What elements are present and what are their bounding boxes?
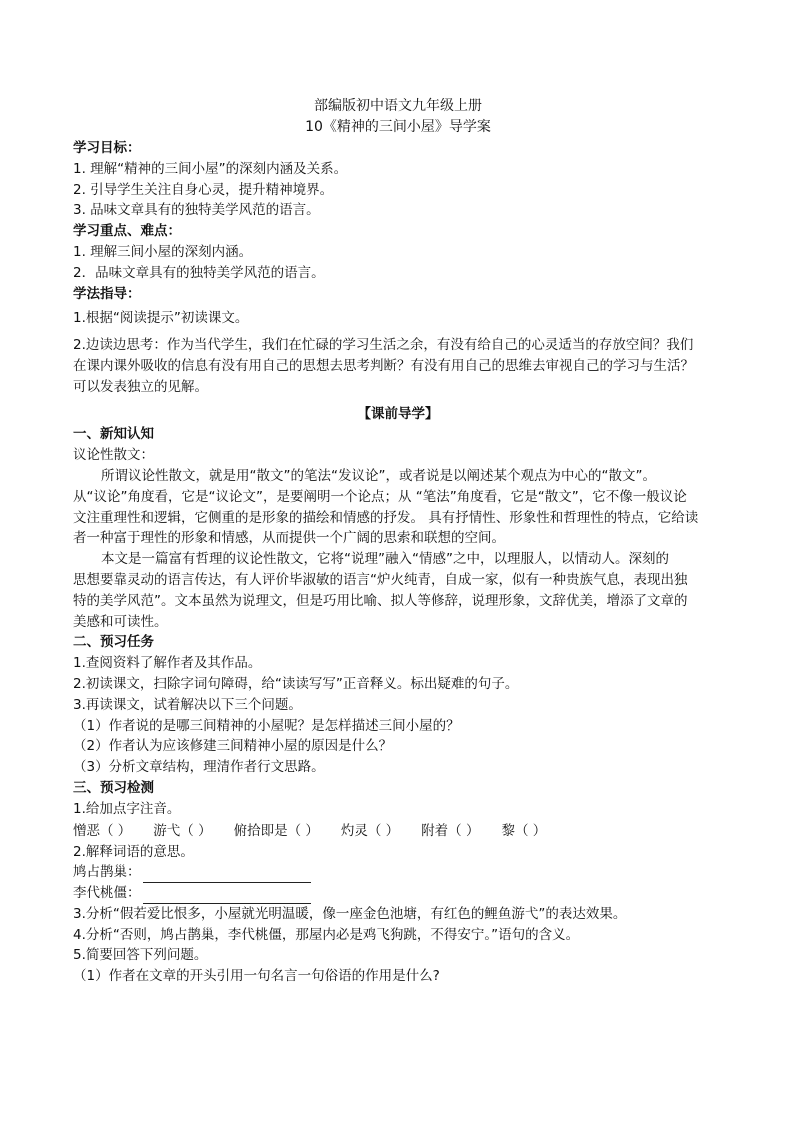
question-1: 1.给加点字注音。: [73, 800, 181, 817]
goal-item: 1. 理解“精神的三间小屋”的深刻内涵及关系。: [73, 160, 348, 177]
answer-blank[interactable]: [143, 889, 311, 904]
paragraph-line: 从“议论”角度看，它是“议论文”，是要阐明一个论点；从 “笔法”角度看，它是“散文”，它不像一般议论: [73, 488, 687, 505]
method-line: 可以发表独立的见解。: [73, 378, 208, 395]
paragraph-line: 本文是一篇富有哲理的议论性散文，它将“说理”融入“情感”之中，以理服人，以情动人。深刻的: [101, 551, 669, 568]
term-label: 鸠占鹊巢：: [73, 864, 141, 881]
paragraph-line: 文注重理性和逻辑，它侧重的是形象的描绘和情感的抒发。 具有抒情性、形象性和哲理性的特点，它给读: [73, 509, 699, 526]
task-subitem: （2）作者认为应该修建三间精神小屋的原因是什么？: [73, 738, 393, 755]
term-row: [73, 862, 723, 883]
goal-item: 2. 引导学生关注自身心灵，提升精神境界。: [73, 181, 334, 198]
pinyin-items-row: [73, 820, 723, 842]
worksheet-page: [73, 96, 723, 987]
task-item: 2.初读课文，扫除字词句障碍，给“读读写写”正音释义。标出疑难的句子。: [73, 675, 519, 692]
pinyin-item[interactable]: 黎（ ）: [501, 822, 547, 839]
goal-item: 3. 品味文章具有的独特美学风范的语言。: [73, 202, 320, 219]
part1-heading: 一、新知认知: [73, 426, 154, 443]
method-item: 1.根据“阅读提示”初读课文。: [73, 310, 249, 327]
task-subitem: （1）作者说的是哪三间精神的小屋呢？是怎样描述三间小屋的？: [73, 717, 460, 734]
question-4: 4.分析“否则，鸠占鹊巢，李代桃僵，那屋内必是鸡飞狗跳，不得安宁。”语句的含义。: [73, 926, 580, 943]
lesson-title: 10《精神的三间小屋》导学案: [305, 119, 491, 135]
question-5: 5.简要回答下列问题。: [73, 947, 208, 964]
question-2: 2.解释词语的意思。: [73, 843, 194, 860]
question-3: 3.分析“假若爱比恨多，小屋就光明温暖，像一座金色池塘，有红色的鲤鱼游弋”的表达效果。: [73, 905, 627, 922]
pinyin-item[interactable]: 附着（ ）: [421, 822, 480, 839]
part1-subheading: 议论性散文：: [73, 447, 154, 464]
document-title: 部编版初中语文九年级上册: [314, 98, 482, 114]
method-line: 2.边读边思考：作为当代学生，我们在忙碌的学习生活之余，有没有给自己的心灵适当的存放空间？我们: [73, 337, 694, 354]
task-item: 3.再读课文，试着解决以下三个问题。: [73, 696, 302, 713]
keypoint-item: 2．品味文章具有的独特美学风范的语言。: [73, 264, 325, 281]
method-item-paragraph: [73, 335, 723, 397]
task-subitem: （3）分析文章结构，理清作者行文思路。: [73, 759, 325, 776]
pinyin-item[interactable]: 俯拾即是（ ）: [233, 822, 319, 839]
intro-paragraph-2: [73, 549, 723, 632]
keypoint-item: 1. 理解三间小屋的深刻内涵。: [73, 243, 253, 260]
question-5-sub1: （1）作者在文章的开头引用一句名言一句俗语的作用是什么?: [73, 968, 440, 985]
part3-heading: 三、预习检测: [73, 779, 154, 796]
paragraph-line: 所谓议论性散文，就是用“散文”的笔法“发议论”，或者说是以阐述某个观点为中心的“散文”。: [101, 467, 656, 484]
term-row: [73, 883, 723, 904]
pinyin-item[interactable]: 游弋（ ）: [153, 822, 212, 839]
section-heading-method: 学法指导：: [73, 285, 141, 302]
answer-blank[interactable]: [143, 868, 311, 883]
paragraph-line: 美感和可读性。: [73, 613, 168, 630]
paragraph-line: 思想要靠灵动的语言传达，有人评价毕淑敏的语言“炉火纯青，自成一家，似有一种贵族气息，表现出独: [73, 571, 688, 588]
part2-heading: 二、预习任务: [73, 634, 154, 651]
section-heading-goals: 学习目标：: [73, 140, 141, 156]
task-item: 1.查阅资料了解作者及其作品。: [73, 655, 262, 672]
term-label: 李代桃僵：: [73, 885, 141, 902]
pre-guide-heading: 【课前导学】: [357, 405, 439, 422]
paragraph-line: 者一种富于理性的形象和情感，从而提供一个广阔的思索和联想的空间。: [73, 530, 505, 547]
section-heading-keypoints: 学习重点、难点：: [73, 223, 181, 240]
pinyin-item[interactable]: 憎恶（ ）: [73, 822, 132, 839]
pinyin-item[interactable]: 灼灵（ ）: [340, 822, 400, 839]
paragraph-line: 特的美学风范”。文本虽然为说理文，但是巧用比喻、拟人等修辞，说理形象，文辞优美，增添了文章的: [73, 592, 688, 609]
method-line: 在课内课外吸收的信息有没有用自己的思想去思考判断？有没有用自己的思维去审视自己的学习与生活？: [73, 357, 694, 374]
intro-paragraph-1: [73, 466, 723, 549]
